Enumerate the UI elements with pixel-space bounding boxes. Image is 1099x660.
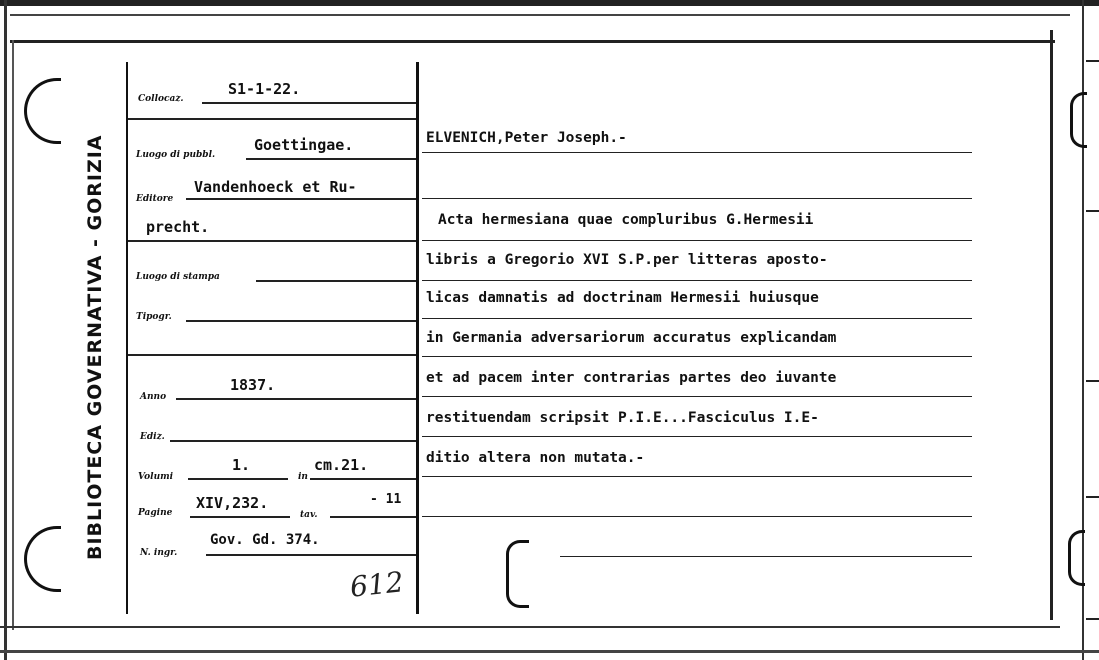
rule-3 [422, 318, 972, 319]
card-border-top [10, 40, 1055, 43]
edge-tick [1086, 380, 1099, 382]
library-stamp: BIBLIOTECA GOVERNATIVA - GORIZIA [84, 134, 106, 560]
tavole-value: - 11 [370, 492, 402, 507]
edge-tick [1086, 210, 1099, 212]
rule-2 [422, 280, 972, 281]
anno-label: Anno [140, 392, 167, 402]
pagine-label: Pagine [138, 508, 173, 518]
luogo-pubbl-line [246, 158, 416, 160]
editore-label: Editore [136, 194, 174, 204]
n-ingr-label: N. ingr. [140, 548, 178, 558]
title-line-5: et ad pacem inter contrarias partes deo iuvante [426, 370, 837, 386]
anno-line [176, 398, 416, 400]
author-line [422, 152, 972, 153]
collocazione-value: S1-1-22. [228, 80, 301, 98]
collocazione-label: Collocaz. [138, 94, 184, 104]
tavole-line [330, 516, 416, 518]
row-divider-2 [128, 354, 416, 356]
formato-line [310, 478, 416, 480]
editore-value: Vandenhoeck et Ru- [194, 178, 357, 196]
punch-hole-top [24, 78, 61, 144]
title-line-6: restituendam scripsit P.I.E...Fasciculus I.E- [426, 410, 819, 426]
punch-hole-bottom [24, 526, 61, 592]
author-line-2 [422, 198, 972, 199]
n-ingr-value: Gov. Gd. 374. [210, 532, 320, 548]
tavole-label: tav. [300, 510, 318, 520]
pagine-line [190, 516, 290, 518]
editore-line-2 [128, 240, 416, 242]
n-ingr-line [206, 554, 416, 556]
edizione-label: Ediz. [140, 432, 165, 442]
editore-value-cont: precht. [146, 218, 210, 236]
pagine-value: XIV,232. [196, 494, 269, 512]
rule-5 [422, 396, 972, 397]
luogo-stampa-line [256, 280, 416, 282]
anno-value: 1837. [230, 376, 276, 394]
tipografo-line [186, 320, 416, 322]
volumi-value: 1. [232, 456, 251, 474]
punch-hole-right-bottom [1068, 530, 1085, 586]
collocazione-line [202, 102, 416, 104]
title-line-3: licas damnatis ad doctrinam Hermesii huiusque [426, 290, 819, 306]
luogo-pubbl-value: Goettingae. [254, 136, 354, 154]
title-line-1: Acta hermesiana quae compluribus G.Hermesii [438, 212, 814, 228]
rule-7 [422, 476, 972, 477]
hole-mark-center [506, 540, 529, 608]
rule-9 [560, 556, 972, 557]
volumi-line [188, 478, 288, 480]
volumi-label: Volumi [138, 472, 174, 482]
card-edge-line [10, 14, 1070, 16]
edge-tick [1086, 618, 1099, 620]
column-divider-left [126, 62, 128, 614]
author-heading: ELVENICH,Peter Joseph.- [426, 130, 627, 146]
title-line-2: libris a Gregorio XVI S.P.per litteras aposto- [426, 252, 828, 268]
luogo-stampa-label: Luogo di stampa [136, 272, 220, 282]
formato-label: in [298, 472, 308, 482]
editore-line [186, 198, 416, 200]
luogo-pubbl-label: Luogo di pubbl. [136, 150, 216, 160]
tipografo-label: Tipogr. [136, 312, 172, 322]
rule-6 [422, 436, 972, 437]
card-border-bottom [0, 626, 1060, 628]
card-border-right [1050, 30, 1053, 620]
edge-tick [1086, 60, 1099, 62]
edizione-line [170, 440, 416, 442]
title-line-7: ditio altera non mutata.- [426, 450, 645, 466]
rule-4 [422, 356, 972, 357]
card-edge-top [0, 0, 1099, 6]
card-edge-bottom [0, 650, 1099, 653]
handwritten-note: 612 [348, 565, 406, 604]
row-divider [128, 118, 416, 120]
rule-8 [422, 516, 972, 517]
formato-value: cm.21. [314, 456, 369, 474]
punch-hole-right-top [1070, 92, 1087, 148]
title-line-4: in Germania adversariorum accuratus explicandam [426, 330, 837, 346]
rule-1 [422, 240, 972, 241]
card-border-left [12, 40, 14, 630]
card-edge-left [4, 0, 7, 660]
edge-tick [1086, 496, 1099, 498]
column-divider-right [416, 62, 419, 614]
